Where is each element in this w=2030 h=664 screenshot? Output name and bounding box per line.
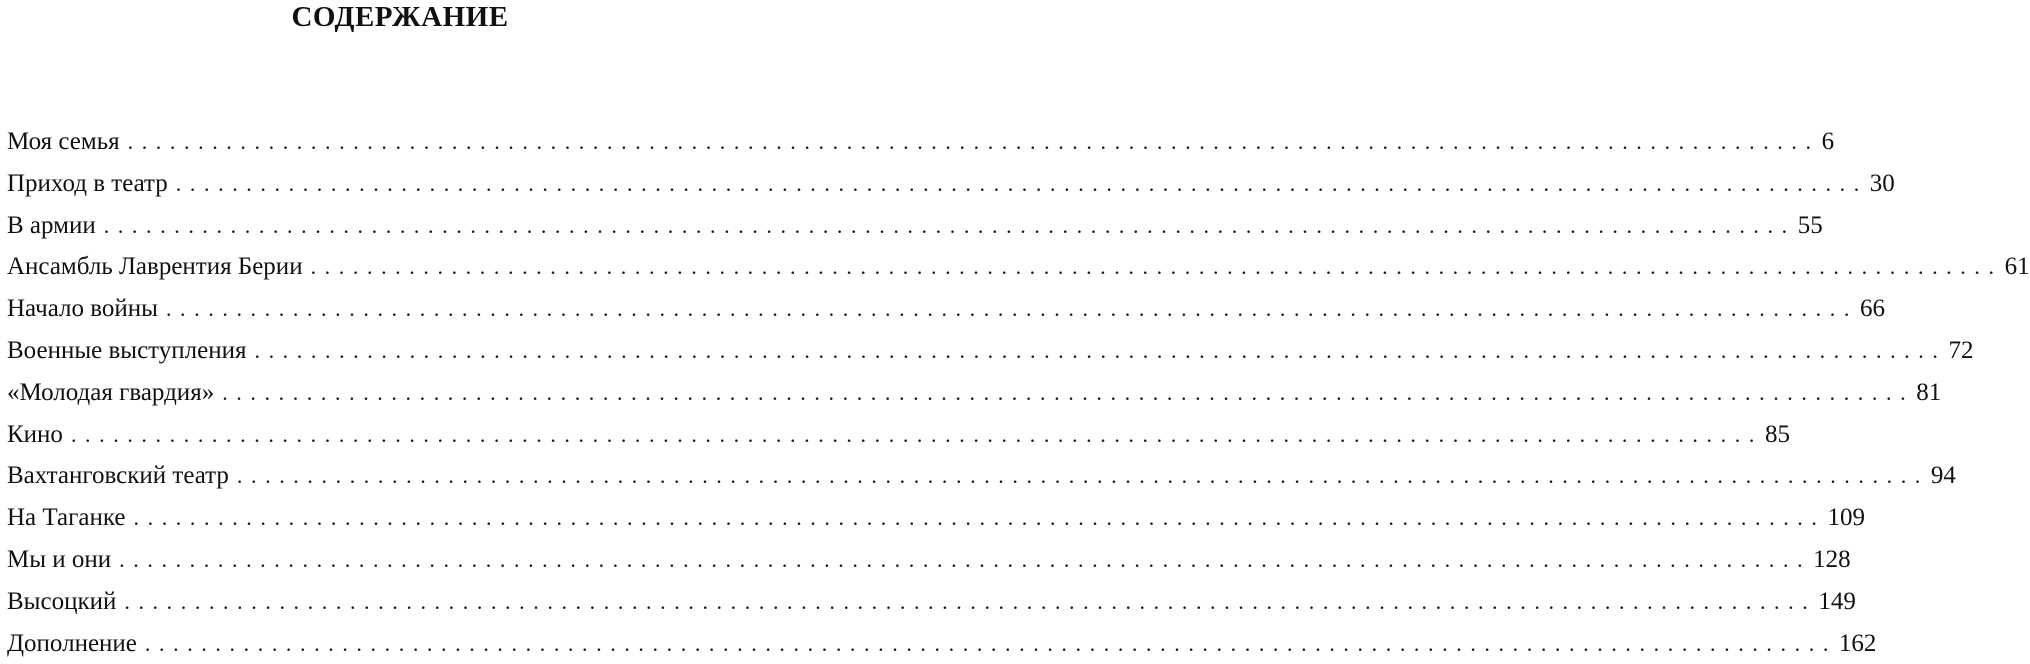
dot-leader: ........................................................................................................................ xyxy=(236,463,1929,489)
dot-leader: ........................................................................................................................ xyxy=(119,546,1812,572)
toc-entry-title: Вахтанговский театр xyxy=(7,462,229,490)
toc-entry-title: Ансамбль Лаврентия Берии xyxy=(7,253,303,281)
toc-entry-title: Кино xyxy=(7,420,63,448)
toc-entry xyxy=(7,330,1974,372)
toc-entry xyxy=(7,497,1865,539)
toc-entry-page: 61 xyxy=(2004,253,2030,281)
toc-entry xyxy=(7,414,1790,456)
dot-leader: ........................................................................................................................ xyxy=(127,129,1820,154)
toc-entry-page: 81 xyxy=(1916,378,1942,406)
toc-entry-page: 85 xyxy=(1764,420,1790,448)
toc-entry-page: 55 xyxy=(1797,211,1823,239)
toc-entry xyxy=(7,372,1942,414)
toc-entry-page: 6 xyxy=(1821,128,1835,155)
toc-entry-title: В армии xyxy=(7,211,96,239)
toc-entry-page: 66 xyxy=(1859,295,1885,323)
dot-leader: ........................................................................................................................ xyxy=(124,588,1817,614)
toc-entry-title: Дополнение xyxy=(7,629,137,657)
toc-entry-title: Мы и они xyxy=(7,545,112,573)
toc-entry-title: Высоцкий xyxy=(7,587,117,615)
toc-entry-page: 30 xyxy=(1869,169,1895,197)
dot-leader: ........................................................................................................................ xyxy=(310,254,2003,280)
toc-entry xyxy=(7,246,2030,288)
dot-leader: ........................................................................................................................ xyxy=(165,296,1858,322)
table-of-contents xyxy=(7,121,2030,664)
dot-leader: ........................................................................................................................ xyxy=(133,505,1826,531)
toc-entry-page: 149 xyxy=(1818,587,1856,615)
toc-entry xyxy=(7,121,1835,163)
toc-entry-page: 109 xyxy=(1827,504,1865,532)
toc-entry-title: Моя семья xyxy=(7,128,120,155)
dot-leader: ........................................................................................................................ xyxy=(103,212,1796,238)
toc-entry-page: 128 xyxy=(1813,545,1851,573)
toc-entry xyxy=(7,539,1851,581)
toc-entry xyxy=(7,288,1885,330)
toc-entry-page: 72 xyxy=(1948,336,1974,364)
toc-entry-title: Приход в театр xyxy=(7,169,168,197)
toc-entry-title: Военные выступления xyxy=(7,336,247,364)
dot-leader: ........................................................................................................................ xyxy=(222,379,1915,405)
page-title: СОДЕРЖАНИЕ xyxy=(291,1,509,33)
dot-leader: ........................................................................................................................ xyxy=(254,337,1947,363)
toc-entry xyxy=(7,455,1956,497)
toc-entry-title: Начало войны xyxy=(7,295,158,323)
toc-entry xyxy=(7,623,1877,664)
toc-entry-page: 162 xyxy=(1838,629,1877,657)
toc-entry xyxy=(7,163,1895,205)
toc-entry xyxy=(7,581,1856,623)
toc-entry xyxy=(7,205,1823,247)
toc-entry-title: «Молодая гвардия» xyxy=(7,378,215,406)
toc-entry-title: На Таганке xyxy=(7,504,126,532)
dot-leader: ........................................................................................................................ xyxy=(144,630,1837,656)
dot-leader: ........................................................................................................................ xyxy=(70,421,1763,447)
toc-entry-page: 94 xyxy=(1930,462,1956,490)
dot-leader: ........................................................................................................................ xyxy=(175,170,1868,196)
